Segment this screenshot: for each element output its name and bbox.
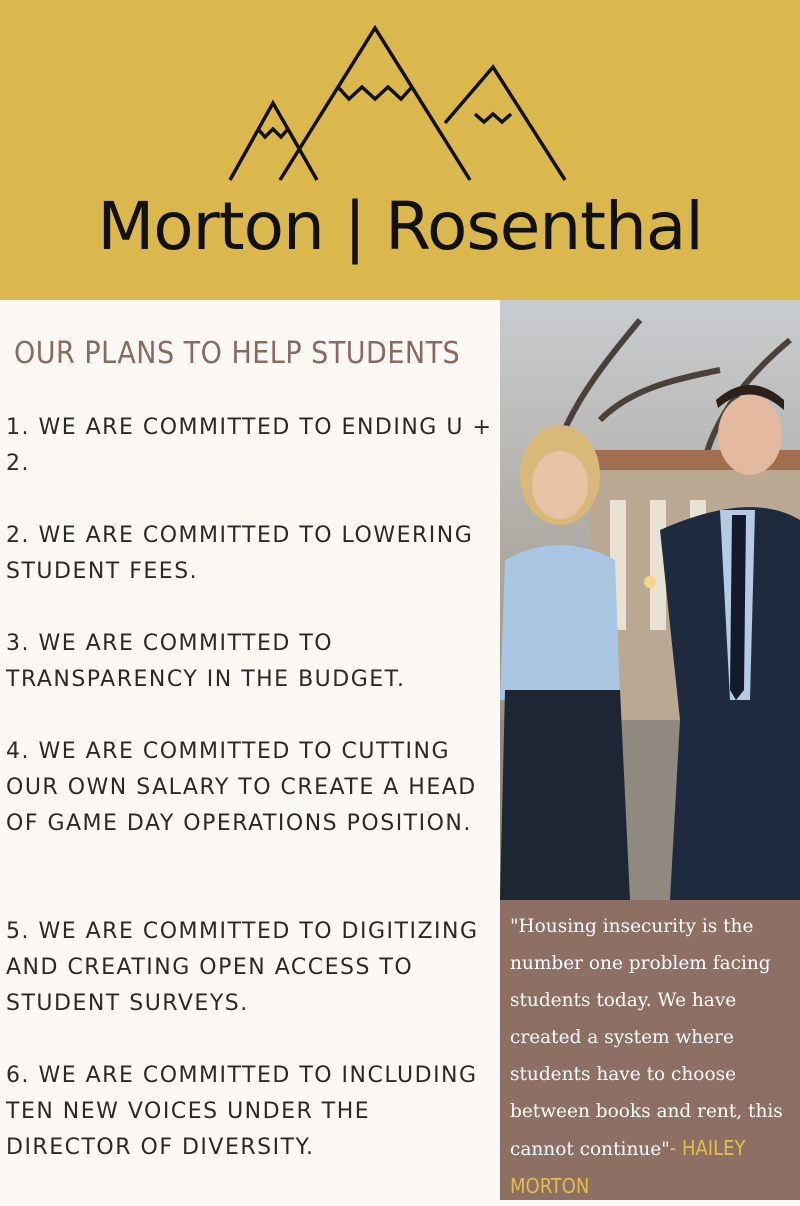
plans-panel — [0, 300, 500, 1200]
quote-body: "Housing insecurity is the number one problem facing students today. We have created a system where students have to choose between books and rent, this cannot continue" — [510, 916, 783, 1160]
candidates-photo — [500, 300, 800, 900]
quote-text — [510, 908, 795, 1206]
plan-item-2: 2. WE ARE COMMITTED TO LOWERING STUDENT FEES. — [6, 523, 474, 584]
quote-box — [500, 900, 800, 1200]
plan-item-5: 5. WE ARE COMMITTED TO DIGITIZING AND CREATING OPEN ACCESS TO STUDENT SURVEYS. — [6, 919, 479, 1016]
brand-name: Morton | Rosenthal — [97, 188, 703, 265]
plans-title: OUR PLANS TO HELP STUDENTS — [14, 336, 461, 371]
plan-item-4: 4. WE ARE COMMITTED TO CUTTING OUR OWN SALARY TO CREATE A HEAD OF GAME DAY OPERATIONS POSITION. — [6, 739, 477, 836]
quote-attribution: - HAILEY MORTON — [510, 1136, 746, 1198]
plan-item-3: 3. WE ARE COMMITTED TO TRANSPARENCY IN THE BUDGET. — [6, 631, 406, 692]
plan-item-6: 6. WE ARE COMMITTED TO INCLUDING TEN NEW VOICES UNDER THE DIRECTOR OF DIVERSITY. — [6, 1063, 478, 1160]
plan-item-1: 1. WE ARE COMMITTED TO ENDING U + 2. — [6, 415, 493, 476]
header-banner — [0, 0, 800, 300]
mountains-logo-icon — [225, 25, 575, 190]
